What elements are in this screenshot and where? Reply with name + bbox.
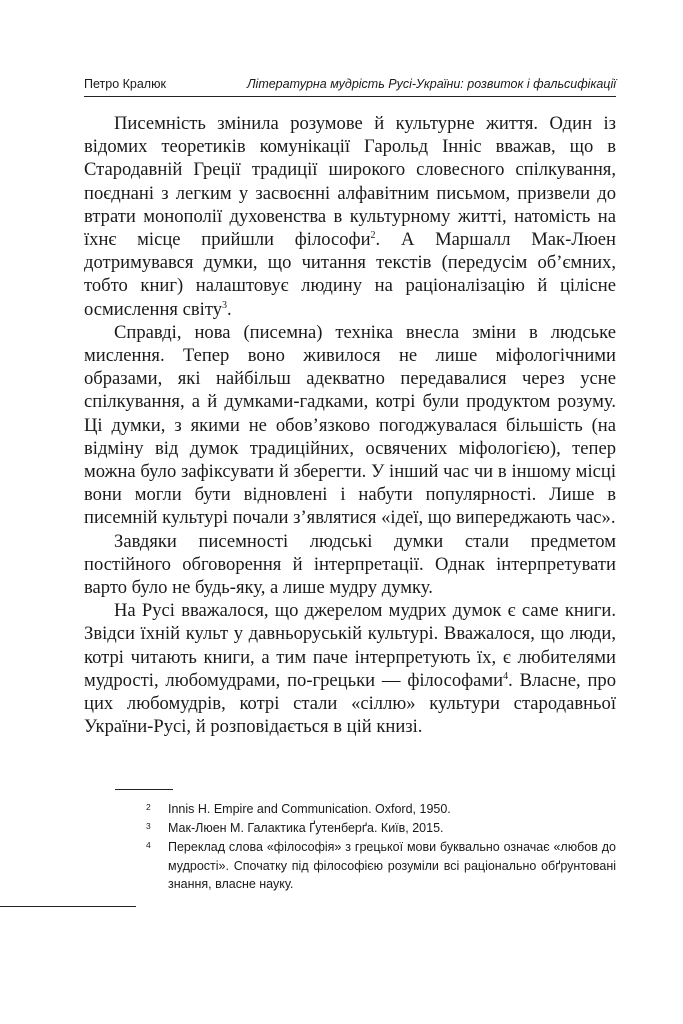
paragraph-text: На Русі вважалося, що джерелом мудрих думок є саме книги. Звідси їхній культ у давньоруській культурі. Вважалося, що люди, котрі читають книги, а тим паче інтерпретують їх, є любителями мудрості, любомудрами, по-грецьки — філософами [84,600,616,691]
paragraph [84,530,616,600]
footnote-ref[interactable]: 3 [222,299,227,311]
footnotes [84,800,616,894]
main-text [84,112,616,738]
running-header [84,74,616,97]
footnote-ref[interactable]: 4 [503,670,509,682]
paragraph-text: . А Маршалл Мак-Люен дотримувався думки, що читання текстів (передусім об’ємних, тобто книг) налаштовує людину на раціоналізацію й цілісне осмислення світу [84,229,616,320]
paragraph [84,321,616,530]
paragraph-text: . Власне, про цих любомудрів, котрі стали «сіллю» культури стародавньої України-Русі, й розповідається в цій книзі. [84,669,616,738]
paragraph-text: . [227,298,232,320]
footnote [84,819,616,837]
footnote-separator [115,789,173,790]
footnote-text: Мак-Люен М. Галактика Ґутенберґа. Київ, 2015. [168,821,444,836]
page-edge-rule [0,906,136,907]
paragraph-text: Справді, нова (писемна) техніка внесла зміни в людське мислення. Тепер воно живилося не лише міфологічними образами, які найбільш адекватно передавалися через усне спілкування, а й думками-гадками, котрі були продуктом розуму. Ці думки, з якими не обов’язково погоджувалася більшість (на відміну від думок традиційних, освячених міфологією), тепер можна було зафіксувати й зберегти. У інший час чи в іншому місці вони могли бути відновлені і набути популярності. Лише в писемній культурі почали з’являтися «ідеї, що випереджають час». [84,321,616,529]
header-book-title: Літературна мудрість Русі-України: розвиток і фальсифікації [246,77,616,91]
paragraph-text: Завдяки писемності людські думки стали предметом постійного обговорення й інтерпретації. Однак інтерпретувати варто було не будь-яку, а лише мудру думку. [84,530,616,599]
paragraph [84,599,616,738]
footnote-number: 2 [146,802,151,812]
footnote [84,838,616,893]
footnote-ref[interactable]: 2 [370,229,376,241]
footnote-number: 3 [146,821,151,832]
paragraph-text: Писемність змінила розумове й культурне життя. Один із відомих теоретиків комунікації Гарольд Інніс вважав, що в Стародавній Греції традиції широкого словесного спілкування, поєднані з легким у засвоєнні алфавітним письмом, призвели до втрати монополії духовенства в культурному житті, натомість на їхнє місце прийшли філософи [84,113,616,251]
header-author: Петро Кралюк [84,77,166,91]
paragraph [84,112,616,321]
footnote [84,800,616,818]
footnote-number: 4 [146,840,151,851]
footnote-text: Innis H. Empire and Communication. Oxford, 1950. [168,802,451,816]
footnote-text: Переклад слова «філософія» з грецької мови буквально означає «любов до мудрості». Спочатку під філософією розуміли всі раціонально обґрунтовані знання, власне науку. [168,840,616,891]
